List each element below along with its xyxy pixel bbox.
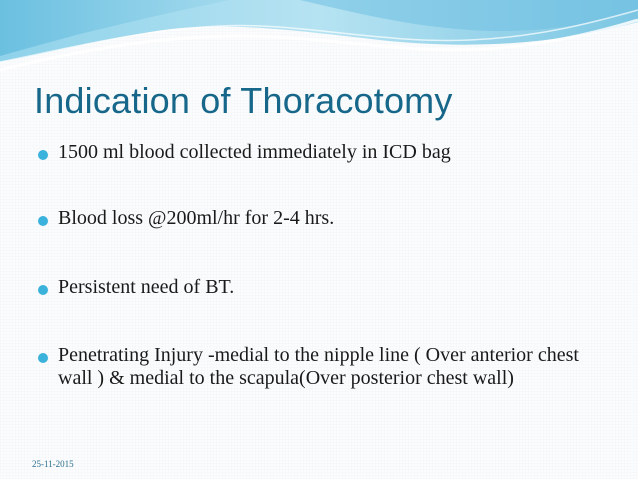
bullet-text: Penetrating Injury -medial to the nipple line ( Over anterior chest wall ) & medial to the scapula(Over posterior chest wall) — [58, 344, 579, 389]
bullet-text: Persistent need of BT. — [58, 276, 235, 298]
bullet-item — [38, 141, 451, 164]
bullet-dot-icon — [38, 353, 48, 363]
header-wave-decoration — [0, 0, 638, 80]
bullet-text: Blood loss @200ml/hr for 2-4 hrs. — [58, 207, 335, 229]
bullet-item — [38, 344, 598, 390]
bullet-item — [38, 207, 334, 230]
bullet-dot-icon — [38, 150, 48, 160]
bullet-item — [38, 276, 234, 299]
bullet-dot-icon — [38, 216, 48, 226]
slide-title: Indication of Thoracotomy — [34, 80, 453, 121]
bullet-dot-icon — [38, 285, 48, 295]
slide-date: 25-11-2015 — [32, 459, 74, 469]
bullet-text: 1500 ml blood collected immediately in ICD bag — [58, 141, 451, 163]
